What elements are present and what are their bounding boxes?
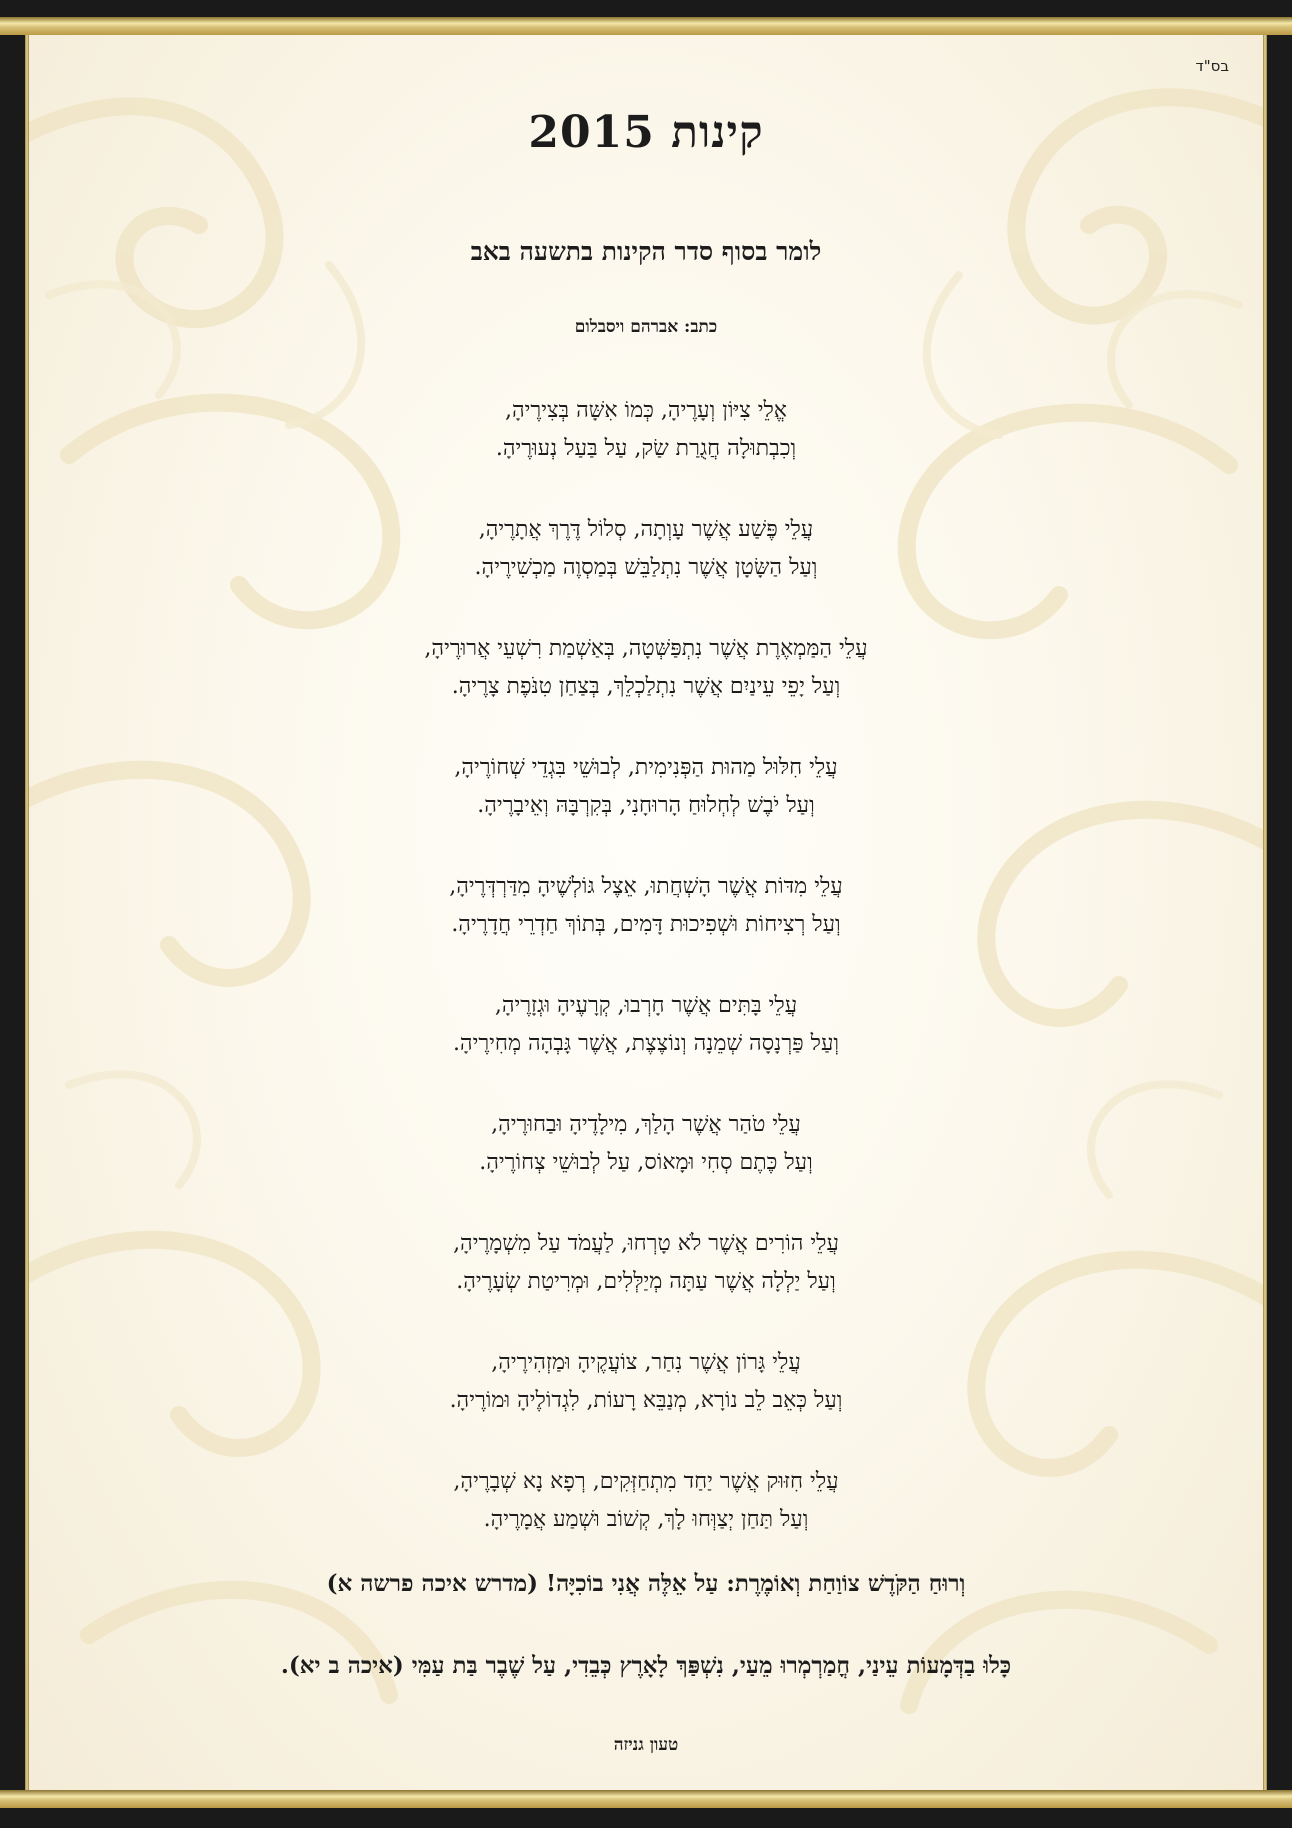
stanza-line: עֲלֵי חִלּוּל מַהוּת הַפְּנִימִית, לְבוּשֵׁי בִּגְדֵי שְׁחוֹרֶיהָ, <box>454 755 838 780</box>
stanza <box>29 749 1263 868</box>
stanza-line: אֱלֵי צִיּוֹן וְעָרֶיהָ, כְּמוֹ אִשָּׁה בְּצִירֶיהָ, <box>504 398 788 423</box>
stanza-line: עֲלֵי גָּרוֹן אֲשֶׁר נִחַר, צוֹעֲקֶיהָ וּמַזְהִירֶיהָ, <box>491 1350 801 1375</box>
stanza-line: וְעַל כְּאֵב לֵב נוֹרָא, מְנַבֵּא רָעוֹת, לִגְדוֹלֶיהָ וּמוֹרֶיהָ. <box>449 1388 843 1413</box>
stanza <box>29 511 1263 630</box>
stanza-line: עֲלֵי חִזּוּק אֲשֶׁר יַחַד מִתְחַזְּקִים, רְפָא נָא שְׁבָרֶיהָ, <box>453 1469 839 1494</box>
stanza-line: עֲלֵי הוֹרִים אֲשֶׁר לֹא טָרְחוּ, לַעֲמֹד עַל מִשְׁמָרֶיהָ, <box>453 1231 839 1256</box>
stanza-line: עֲלֵי פֶּשַׁע אֲשֶׁר עָוְתָה, סְלוֹל דֶּרֶךְ אֲתָרֶיהָ, <box>478 517 814 542</box>
corner-mark: בס"ד <box>1195 57 1229 75</box>
geniza-notice: טעון גניזה <box>613 1735 679 1755</box>
stanza <box>29 1106 1263 1225</box>
stanza-line: עֲלֵי מִדּוֹת אֲשֶׁר הָשְׁחֲתוּ, אֵצֶל גּוֹלְשֶׁיהָ מִדַּרְדְּרֶיהָ, <box>449 874 843 899</box>
stanza-line: וְעַל תַּחַן יְצַוְּחוּ לָךְ, קְשׁוֹב וּשְׁמַע אֲמָרֶיהָ. <box>483 1507 809 1532</box>
poem-stanzas <box>29 392 1263 1582</box>
document-page <box>29 35 1263 1790</box>
stanza <box>29 1463 1263 1582</box>
page-subtitle: לומר בסוף סדר הקינות בתשעה באב <box>470 237 822 266</box>
poem-content <box>29 35 1263 1790</box>
stanza-line: וְעַל יָפֵי עֵינַיִם אֲשֶׁר נִתְלַכְלֵךְ, בְּצַחַן טִנֹּפֶת צָרֶיהָ. <box>451 674 841 699</box>
stanza <box>29 868 1263 987</box>
top-gold-border <box>0 17 1292 35</box>
stanza-line: עֲלֵי טֹהַר אֲשֶׁר הָלַךְ, מִילָדֶיהָ וּבַחוּרֶיהָ, <box>491 1112 801 1137</box>
closing-quote-midrash: וְרוּחַ הַקֹּדֶשׁ צוֹוַחַת וְאוֹמֶרֶת: עַל אֵלֶּה אֲנִי בוֹכִיָּה! (מדרש איכה פרשה א) <box>326 1570 966 1597</box>
stanza-line: עֲלֵי בָּתִּים אֲשֶׁר חָרְבוּ, קְרָעֶיהָ וּגְזָרֶיהָ, <box>494 993 798 1018</box>
stanza <box>29 987 1263 1106</box>
stanza-line: וְעַל יֹבֶשׁ לְחְלוּחַ הָרוּחָנִי, בְּקִרְבָּהּ וְאֵיבָרֶיהָ. <box>477 793 815 818</box>
closing-quote-eicha: כָּלוּ בַדְּמָעוֹת עֵינַי, חֳמַרְמְרוּ מֵעַי, נִשְׁפַּךְ לָאָרֶץ כְּבֵדִי, עַל שֶׁבֶר בַּת עַמִּי (איכה ב יא). <box>280 1652 1012 1679</box>
right-frame-border <box>1263 35 1267 1790</box>
stanza <box>29 392 1263 511</box>
stanza-line: וְעַל רְצִיחוֹת וּשְׁפִיכוּת דָּמִים, בְּתוֹךְ חַדְרֵי חֲדָרֶיהָ. <box>451 912 841 937</box>
stanza-line: וְעַל יַלְלָה אֲשֶׁר עַתָּה מְיַלְּלִים, וּמְרִיטַת שְׂעָרֶיהָ. <box>456 1269 836 1294</box>
stanza <box>29 1344 1263 1463</box>
page-title: קינות 2015 <box>528 107 764 158</box>
stanza <box>29 1225 1263 1344</box>
author-line: כתב: אברהם ויסבלום <box>574 317 718 337</box>
stanza-line: עֲלֵי הַמַּמְאֶרֶת אֲשֶׁר נִתְפַּשְּׁטָה, בְּאַשְׁמַת רִשְׁעֵי אֲרוּרֶיהָ, <box>424 636 868 661</box>
bottom-gold-border <box>0 1790 1292 1808</box>
stanza-line: וְכִבְתוּלָה חֲגֻרַת שַׂק, עַל בַּעַל נְעוּרֶיהָ. <box>495 436 797 461</box>
stanza-line: וְעַל הַשָּׂטָן אֲשֶׁר נִתְלַבֵּשׁ בְּמַסְוֶה מַכְשִׁירֶיהָ. <box>474 555 818 580</box>
stanza-line: וְעַל פַּרְנָסָה שְׁמֵנָה וְנוֹצֶצֶת, אֲשֶׁר גָּבְהָה מְחִירֶיהָ. <box>452 1031 840 1056</box>
stanza-line: וְעַל כֶּתֶם סְחִי וּמָאוֹס, עַל לְבוּשֵׁי צְחוֹרֶיהָ. <box>479 1150 813 1175</box>
stanza <box>29 630 1263 749</box>
